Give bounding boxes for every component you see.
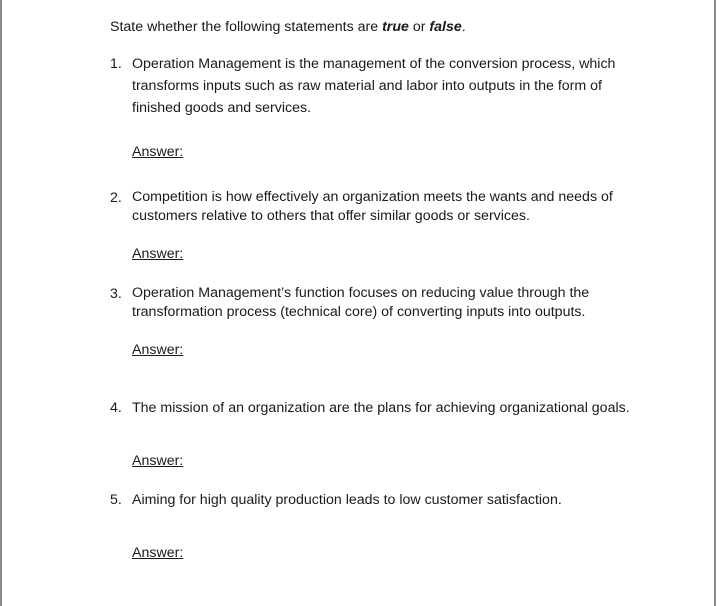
- true-word: true: [382, 19, 409, 35]
- question-number-5: 5.: [110, 492, 122, 508]
- question-number-2: 2.: [110, 190, 122, 206]
- answer-label-5: Answer:: [132, 545, 184, 561]
- answer-label-4: Answer:: [132, 453, 184, 469]
- question-number-3: 3.: [110, 286, 122, 302]
- instruction-prefix: State whether the following statements are: [110, 19, 383, 35]
- instruction-middle: or: [408, 19, 430, 35]
- question-number-4: 4.: [110, 400, 122, 416]
- question-text-5: Aiming for high quality production leads to low customer satisfaction.: [132, 492, 562, 508]
- question-text-4: The mission of an organization are the plans for achieving organizational goals.: [132, 400, 630, 416]
- question-text-1: Operation Management is the management of the conversion process, which transforms inputs such as raw material and labor into outputs in the form of finished goods and services.: [132, 56, 616, 116]
- answer-label-1: Answer:: [132, 144, 184, 160]
- answer-label-2: Answer:: [132, 246, 184, 262]
- false-word: false: [429, 19, 462, 35]
- answer-label-3: Answer:: [132, 342, 184, 358]
- instruction-suffix: .: [461, 19, 466, 35]
- instruction-text: [110, 16, 466, 38]
- question-text-2: Competition is how effectively an organization meets the wants and needs of customers relative to others that offer similar goods or services.: [132, 189, 613, 224]
- question-number-1: 1.: [110, 56, 122, 72]
- question-text-3: Operation Management’s function focuses on reducing value through the transformation process (technical core) of converting inputs into outputs.: [132, 285, 590, 320]
